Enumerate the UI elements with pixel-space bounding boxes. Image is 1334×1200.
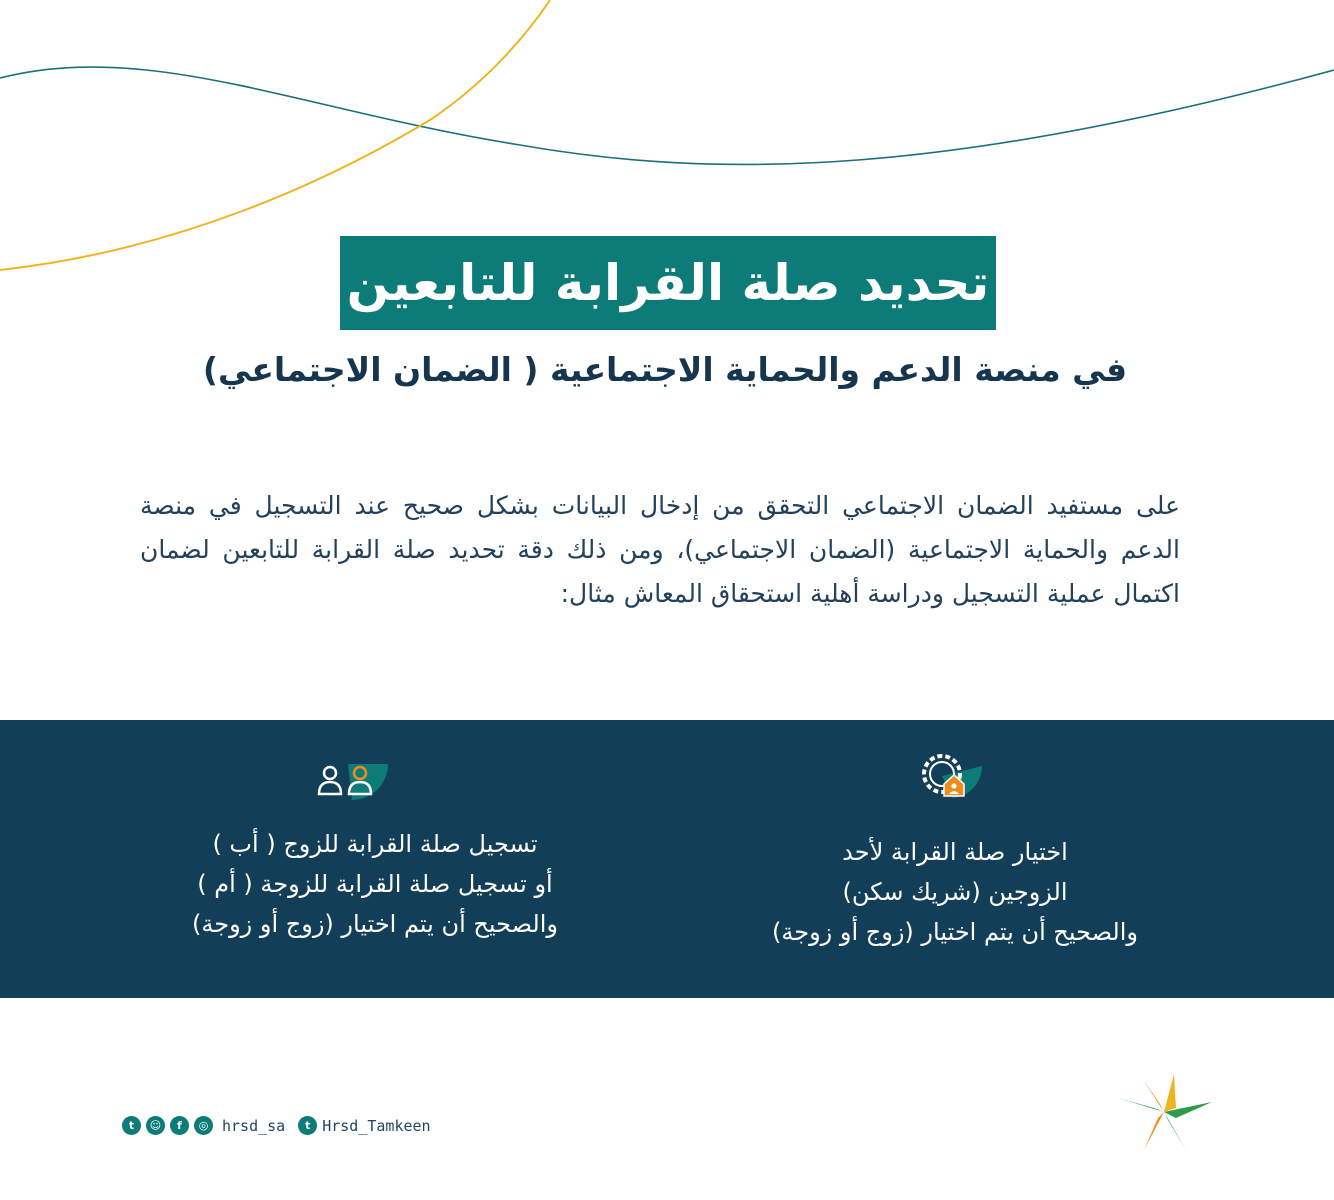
gear-house-icon bbox=[914, 744, 984, 804]
example-card-parent bbox=[110, 824, 640, 944]
examples-band bbox=[0, 720, 1334, 998]
two-persons-icon bbox=[312, 760, 392, 804]
intro-paragraph: على مستفيد الضمان الاجتماعي التحقق من إدخال البيانات بشكل صحيح عند التسجيل في منصة الدعم والحماية الاجتماعية (الضمان الاجتماعي)، ومن ذلك دقة تحديد صلة القرابة للتابعين لضمان اكتمال عملية التسجيل ودراسة أهلية استحقاق المعاش مثال: bbox=[140, 491, 1180, 608]
page-subtitle: في منصة الدعم والحماية الاجتماعية ( الضمان الاجتماعي) bbox=[202, 350, 1128, 389]
ministry-logo bbox=[1114, 1072, 1214, 1152]
instagram-icon[interactable]: ◎ bbox=[194, 1116, 213, 1135]
handle-second[interactable]: Hrsd_Tamkeen bbox=[322, 1116, 431, 1135]
card-line: والصحيح أن يتم اختيار (زوج أو زوجة) bbox=[772, 918, 1138, 946]
card-line: اختيار صلة القرابة لأحد bbox=[842, 838, 1068, 866]
twitter-icon[interactable]: t bbox=[122, 1116, 141, 1135]
card-line: والصحيح أن يتم اختيار (زوج أو زوجة) bbox=[192, 910, 558, 938]
page-title bbox=[340, 236, 996, 330]
card-line: أو تسجيل صلة القرابة للزوجة ( أم ) bbox=[197, 870, 553, 898]
title-text: تحديد صلة القرابة للتابعين bbox=[346, 254, 990, 312]
twitter-icon[interactable]: t bbox=[298, 1116, 317, 1135]
example-card-spouse-partner bbox=[700, 832, 1210, 952]
social-links bbox=[122, 1116, 431, 1135]
card-line: تسجيل صلة القرابة للزوج ( أب ) bbox=[212, 830, 538, 858]
facebook-icon[interactable]: f bbox=[170, 1116, 189, 1135]
snapchat-icon[interactable]: ☺ bbox=[146, 1116, 165, 1135]
handle-main[interactable]: hrsd_sa bbox=[222, 1116, 286, 1135]
card-line: الزوجين (شريك سكن) bbox=[842, 878, 1068, 906]
